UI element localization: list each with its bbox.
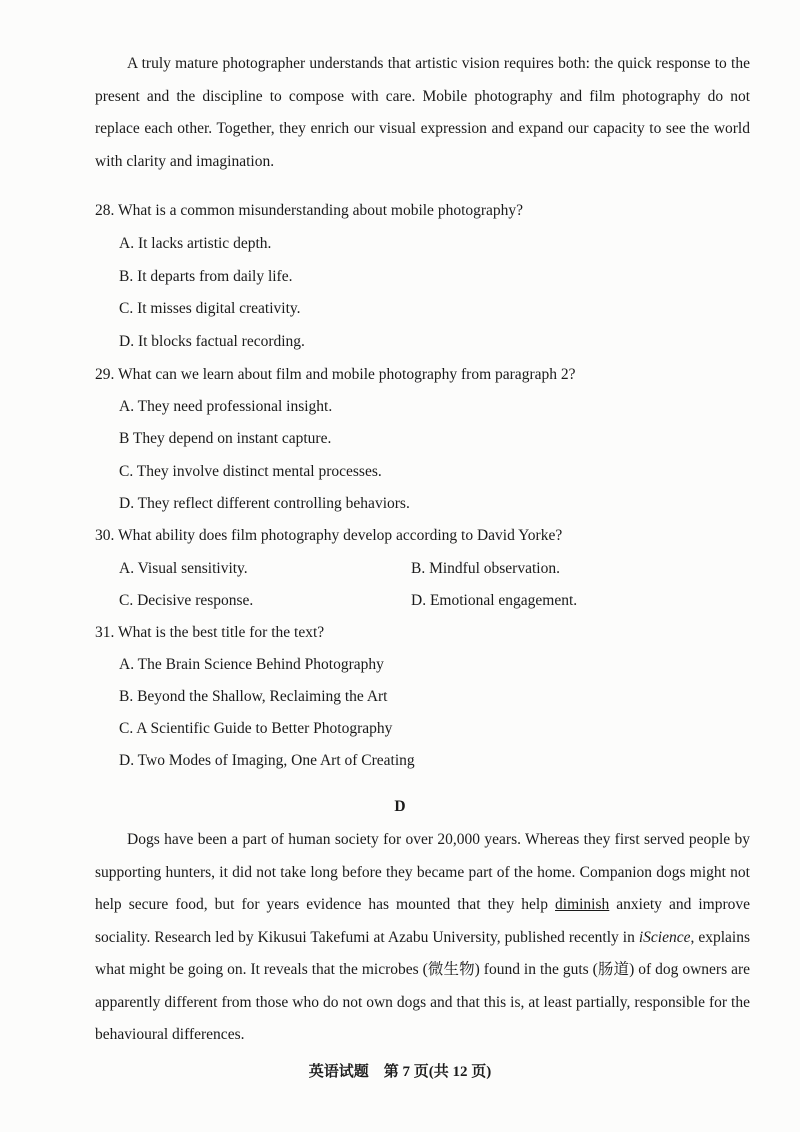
question-31-option-b: B. Beyond the Shallow, Reclaiming the Art (119, 688, 388, 705)
question-29-option-d: D. They reflect different controlling behaviors. (119, 495, 410, 512)
section-d-text-2: anxiety and improve sociality. Research led by Kikusui Takefumi at Azabu University, published recently in (95, 896, 751, 946)
section-d-text-3: , explains what might be going on. It reveals that the microbes (微生物) found in the guts (肠道) of dog owners are apparently different from those who do not own dogs and that this is, at least partially, responsible for the behavioural differences. (95, 928, 751, 1043)
question-28-option-c: C. It misses digital creativity. (119, 300, 301, 317)
question-30-stem: 30. What ability does film photography develop according to David Yorke? (95, 527, 563, 544)
question-28-option-a: A. It lacks artistic depth. (119, 235, 272, 252)
passage-c-final-paragraph: A truly mature photographer understands that artistic vision requires both: the quick response to the present and the discipline to compose with care. Mobile photography and film photography do not replace each other. Together, they enrich our visual expression and expand our capacity to see the world with clarity and imagination. (95, 55, 750, 170)
question-30-option-c: C. Decisive response. (119, 592, 254, 609)
question-31-option-c: C. A Scientific Guide to Better Photography (119, 720, 393, 737)
question-31-option-d: D. Two Modes of Imaging, One Art of Creating (119, 752, 415, 769)
question-29-option-c: C. They involve distinct mental processes. (119, 463, 382, 480)
question-30-option-a: A. Visual sensitivity. (119, 560, 248, 577)
question-29-option-a: A. They need professional insight. (119, 398, 333, 415)
journal-name: iScience (638, 928, 691, 946)
question-30-option-d: D. Emotional engagement. (411, 592, 578, 609)
question-29-option-b: B They depend on instant capture. (119, 430, 332, 447)
section-d-text-1: Dogs have been a part of human society for over 20,000 years. Whereas they first served people by supporting hunters, it did not take long before they became part of the home. Companion dogs might not help secure food, but for years evidence has mounted that they help (95, 831, 750, 913)
underlined-word-diminish: diminish (555, 896, 610, 913)
question-31-stem: 31. What is the best title for the text? (95, 624, 325, 641)
question-28-stem: 28. What is a common misunderstanding about mobile photography? (95, 202, 524, 219)
page-footer: 英语试题 第 7 页(共 12 页) (308, 1064, 492, 1080)
question-29-stem: 29. What can we learn about film and mobile photography from paragraph 2? (95, 366, 576, 383)
question-28-option-d: D. It blocks factual recording. (119, 333, 305, 350)
question-30-option-b: B. Mindful observation. (411, 560, 560, 577)
question-31-option-a: A. The Brain Science Behind Photography (119, 656, 384, 673)
question-28-option-b: B. It departs from daily life. (119, 268, 293, 285)
section-d-paragraph-1 (95, 824, 750, 1052)
section-heading-d: D (394, 798, 406, 815)
